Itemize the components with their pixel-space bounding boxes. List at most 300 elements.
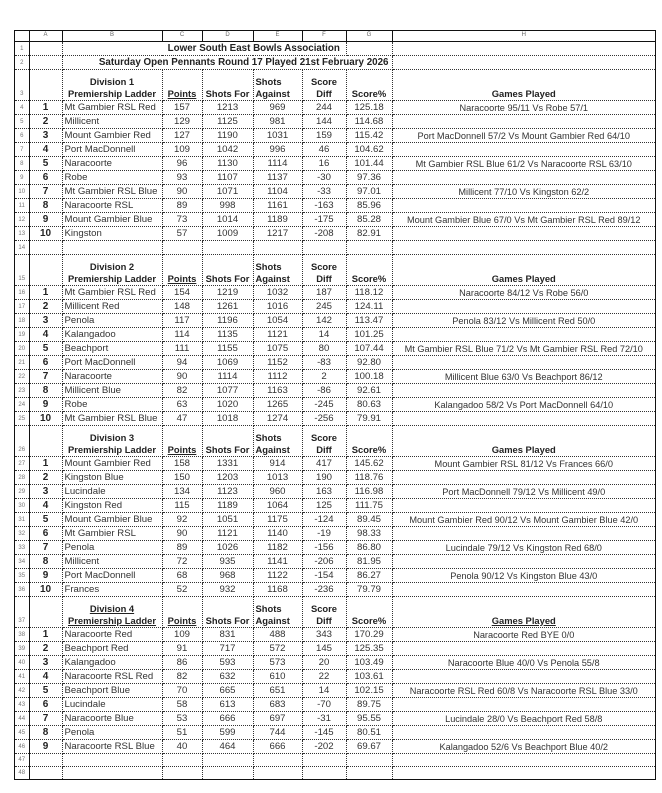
column-header-d[interactable]: D: [202, 31, 253, 41]
row-header[interactable]: 29: [15, 484, 29, 498]
column-header-h[interactable]: H: [392, 31, 655, 41]
team-name-cell[interactable]: Frances: [62, 582, 162, 596]
score-pct-header[interactable]: Score%: [346, 69, 392, 100]
shots-for-cell[interactable]: 613: [202, 697, 253, 711]
score-diff-cell[interactable]: 142: [302, 313, 346, 327]
shots-against-cell[interactable]: 1163: [253, 383, 302, 397]
points-cell[interactable]: 115: [162, 498, 202, 512]
row-header[interactable]: 28: [15, 470, 29, 484]
shots-for-cell[interactable]: 464: [202, 739, 253, 753]
points-cell[interactable]: 150: [162, 470, 202, 484]
points-cell[interactable]: 63: [162, 397, 202, 411]
row-header[interactable]: 27: [15, 456, 29, 470]
row-header[interactable]: 3: [15, 69, 29, 100]
shots-against-cell[interactable]: 1152: [253, 355, 302, 369]
team-name-cell[interactable]: Robe: [62, 397, 162, 411]
shots-for-cell[interactable]: 1107: [202, 170, 253, 184]
cell[interactable]: [202, 240, 253, 254]
score-diff-header[interactable]: [302, 254, 346, 285]
team-name-cell[interactable]: Mt Gambier RSL: [62, 526, 162, 540]
row-header[interactable]: 13: [15, 226, 29, 240]
score-pct-cell[interactable]: 97.36: [346, 170, 392, 184]
cell[interactable]: [253, 240, 302, 254]
column-header-c[interactable]: C: [162, 31, 202, 41]
shots-for-cell[interactable]: 593: [202, 655, 253, 669]
score-pct-cell[interactable]: 103.61: [346, 669, 392, 683]
row-header[interactable]: 10: [15, 184, 29, 198]
score-pct-cell[interactable]: 170.29: [346, 627, 392, 641]
score-diff-cell[interactable]: 14: [302, 683, 346, 697]
shots-against-cell[interactable]: 1121: [253, 327, 302, 341]
row-header[interactable]: 26: [15, 425, 29, 456]
team-name-cell[interactable]: Naracoorte RSL Blue: [62, 739, 162, 753]
rank-cell[interactable]: 9: [29, 212, 62, 226]
round-subtitle[interactable]: Saturday Open Pennants Round 17 Played 21st February 2026: [62, 55, 392, 69]
team-name-cell[interactable]: Kingston Blue: [62, 470, 162, 484]
shots-against-cell[interactable]: 1075: [253, 341, 302, 355]
score-pct-cell[interactable]: 118.76: [346, 470, 392, 484]
points-cell[interactable]: 47: [162, 411, 202, 425]
row-header[interactable]: 9: [15, 170, 29, 184]
shots-against-header[interactable]: [253, 596, 302, 627]
division-title-cell[interactable]: [62, 596, 162, 627]
game-result-cell[interactable]: [392, 355, 655, 369]
score-pct-cell[interactable]: 89.45: [346, 512, 392, 526]
row-header[interactable]: 34: [15, 554, 29, 568]
cell[interactable]: [392, 55, 655, 69]
score-pct-cell[interactable]: 125.18: [346, 100, 392, 114]
rank-cell[interactable]: 5: [29, 156, 62, 170]
shots-for-cell[interactable]: 1331: [202, 456, 253, 470]
shots-for-header[interactable]: Shots For: [202, 69, 253, 100]
rank-cell[interactable]: 2: [29, 470, 62, 484]
cell[interactable]: [29, 753, 62, 766]
game-result-cell[interactable]: [392, 582, 655, 596]
shots-against-cell[interactable]: 666: [253, 739, 302, 753]
shots-against-cell[interactable]: 1175: [253, 512, 302, 526]
shots-against-cell[interactable]: 1112: [253, 369, 302, 383]
shots-for-cell[interactable]: 1196: [202, 313, 253, 327]
score-diff-cell[interactable]: 80: [302, 341, 346, 355]
row-header[interactable]: 24: [15, 397, 29, 411]
shots-against-header[interactable]: [253, 425, 302, 456]
score-pct-cell[interactable]: 81.95: [346, 554, 392, 568]
score-pct-cell[interactable]: 145.62: [346, 456, 392, 470]
score-diff-cell[interactable]: -156: [302, 540, 346, 554]
shots-against-cell[interactable]: 1140: [253, 526, 302, 540]
shots-against-cell[interactable]: 1217: [253, 226, 302, 240]
shots-for-cell[interactable]: 1026: [202, 540, 253, 554]
column-header-b[interactable]: B: [62, 31, 162, 41]
score-diff-cell[interactable]: -202: [302, 739, 346, 753]
points-cell[interactable]: 90: [162, 526, 202, 540]
team-name-cell[interactable]: Beachport Red: [62, 641, 162, 655]
game-result-cell[interactable]: [392, 198, 655, 212]
game-result-cell[interactable]: Port MacDonnell 79/12 Vs Millicent 49/0: [392, 484, 655, 498]
score-pct-header[interactable]: Score%: [346, 596, 392, 627]
game-result-cell[interactable]: Naracoorte Blue 40/0 Vs Penola 55/8: [392, 655, 655, 669]
cell[interactable]: [346, 41, 392, 55]
game-result-cell[interactable]: Mount Gambier Blue 67/0 Vs Mt Gambier RSL Red 89/12: [392, 212, 655, 226]
game-result-cell[interactable]: Millicent 77/10 Vs Kingston 62/2: [392, 184, 655, 198]
shots-for-cell[interactable]: 1071: [202, 184, 253, 198]
points-cell[interactable]: 94: [162, 355, 202, 369]
shots-for-cell[interactable]: 1125: [202, 114, 253, 128]
score-diff-cell[interactable]: -175: [302, 212, 346, 226]
rank-cell[interactable]: 2: [29, 114, 62, 128]
score-diff-header[interactable]: [302, 69, 346, 100]
points-cell[interactable]: 89: [162, 198, 202, 212]
score-diff-cell[interactable]: -124: [302, 512, 346, 526]
row-header[interactable]: 5: [15, 114, 29, 128]
shots-against-cell[interactable]: 651: [253, 683, 302, 697]
row-header[interactable]: 30: [15, 498, 29, 512]
row-header[interactable]: 43: [15, 697, 29, 711]
shots-against-cell[interactable]: 1013: [253, 470, 302, 484]
shots-against-cell[interactable]: 1104: [253, 184, 302, 198]
shots-for-cell[interactable]: 968: [202, 568, 253, 582]
points-cell[interactable]: 72: [162, 554, 202, 568]
games-played-header[interactable]: Games Played: [392, 69, 655, 100]
rank-cell[interactable]: 7: [29, 184, 62, 198]
row-header[interactable]: 32: [15, 526, 29, 540]
team-name-cell[interactable]: Naracoorte: [62, 369, 162, 383]
cell[interactable]: [346, 766, 392, 779]
row-header[interactable]: 16: [15, 285, 29, 299]
points-cell[interactable]: 92: [162, 512, 202, 526]
cell[interactable]: [162, 766, 202, 779]
score-diff-cell[interactable]: 187: [302, 285, 346, 299]
score-pct-cell[interactable]: 114.68: [346, 114, 392, 128]
points-cell[interactable]: 58: [162, 697, 202, 711]
team-name-cell[interactable]: Beachport Blue: [62, 683, 162, 697]
shots-for-cell[interactable]: 1219: [202, 285, 253, 299]
row-header[interactable]: 48: [15, 766, 29, 779]
team-name-cell[interactable]: Lucindale: [62, 697, 162, 711]
row-header[interactable]: 1: [15, 41, 29, 55]
cell[interactable]: [62, 766, 162, 779]
score-diff-cell[interactable]: 343: [302, 627, 346, 641]
shots-for-cell[interactable]: 1018: [202, 411, 253, 425]
game-result-cell[interactable]: Port MacDonnell 57/2 Vs Mount Gambier Red 64/10: [392, 128, 655, 142]
team-name-cell[interactable]: Mount Gambier Red: [62, 456, 162, 470]
shots-for-header[interactable]: Shots For: [202, 254, 253, 285]
team-name-cell[interactable]: Penola: [62, 725, 162, 739]
games-played-header[interactable]: Games Played: [392, 596, 655, 627]
rank-cell[interactable]: 2: [29, 641, 62, 655]
game-result-cell[interactable]: [392, 142, 655, 156]
shots-against-cell[interactable]: 1016: [253, 299, 302, 313]
team-name-cell[interactable]: Millicent Red: [62, 299, 162, 313]
shots-against-cell[interactable]: 1182: [253, 540, 302, 554]
score-diff-cell[interactable]: -19: [302, 526, 346, 540]
team-name-cell[interactable]: Millicent: [62, 554, 162, 568]
points-cell[interactable]: 40: [162, 739, 202, 753]
score-diff-cell[interactable]: 145: [302, 641, 346, 655]
rank-cell[interactable]: 3: [29, 128, 62, 142]
score-diff-cell[interactable]: -163: [302, 198, 346, 212]
game-result-cell[interactable]: [392, 170, 655, 184]
shots-for-cell[interactable]: 1014: [202, 212, 253, 226]
score-pct-header[interactable]: Score%: [346, 425, 392, 456]
shots-against-cell[interactable]: 1032: [253, 285, 302, 299]
shots-against-cell[interactable]: 960: [253, 484, 302, 498]
rank-cell[interactable]: 4: [29, 498, 62, 512]
cell[interactable]: [29, 55, 62, 69]
score-diff-cell[interactable]: -30: [302, 170, 346, 184]
shots-for-header[interactable]: Shots For: [202, 425, 253, 456]
shots-against-cell[interactable]: 914: [253, 456, 302, 470]
game-result-cell[interactable]: [392, 526, 655, 540]
cell[interactable]: [29, 596, 62, 627]
score-diff-cell[interactable]: -33: [302, 184, 346, 198]
game-result-cell[interactable]: [392, 383, 655, 397]
cell[interactable]: [29, 254, 62, 285]
game-result-cell[interactable]: Naracoorte Red BYE 0/0: [392, 627, 655, 641]
row-header[interactable]: 42: [15, 683, 29, 697]
game-result-cell[interactable]: Mount Gambier RSL 81/12 Vs Frances 66/0: [392, 456, 655, 470]
column-header-e[interactable]: E: [253, 31, 302, 41]
points-cell[interactable]: 52: [162, 582, 202, 596]
score-pct-cell[interactable]: 80.51: [346, 725, 392, 739]
score-pct-cell[interactable]: 89.75: [346, 697, 392, 711]
shots-against-cell[interactable]: 1141: [253, 554, 302, 568]
score-pct-cell[interactable]: 86.80: [346, 540, 392, 554]
row-header[interactable]: 45: [15, 725, 29, 739]
rank-cell[interactable]: 3: [29, 655, 62, 669]
points-cell[interactable]: 90: [162, 369, 202, 383]
shots-for-cell[interactable]: 1130: [202, 156, 253, 170]
row-header[interactable]: 19: [15, 327, 29, 341]
score-diff-cell[interactable]: -31: [302, 711, 346, 725]
shots-against-cell[interactable]: 744: [253, 725, 302, 739]
team-name-cell[interactable]: Penola: [62, 313, 162, 327]
shots-for-cell[interactable]: 932: [202, 582, 253, 596]
column-header-g[interactable]: G: [346, 31, 392, 41]
score-diff-cell[interactable]: -256: [302, 411, 346, 425]
rank-cell[interactable]: 7: [29, 711, 62, 725]
shots-against-cell[interactable]: 1054: [253, 313, 302, 327]
score-pct-cell[interactable]: 102.15: [346, 683, 392, 697]
shots-for-cell[interactable]: 599: [202, 725, 253, 739]
score-pct-cell[interactable]: 124.11: [346, 299, 392, 313]
team-name-cell[interactable]: Naracoorte RSL: [62, 198, 162, 212]
team-name-cell[interactable]: Penola: [62, 540, 162, 554]
shots-for-cell[interactable]: 1155: [202, 341, 253, 355]
shots-against-cell[interactable]: 996: [253, 142, 302, 156]
row-header[interactable]: 20: [15, 341, 29, 355]
game-result-cell[interactable]: [392, 114, 655, 128]
game-result-cell[interactable]: Naracoorte 84/12 Vs Robe 56/0: [392, 285, 655, 299]
team-name-cell[interactable]: Mt Gambier RSL Blue: [62, 411, 162, 425]
team-name-cell[interactable]: Port MacDonnell: [62, 142, 162, 156]
shots-against-cell[interactable]: 1031: [253, 128, 302, 142]
rank-cell[interactable]: 8: [29, 383, 62, 397]
cell[interactable]: [346, 753, 392, 766]
shots-for-cell[interactable]: 1042: [202, 142, 253, 156]
rank-cell[interactable]: 1: [29, 456, 62, 470]
cell[interactable]: [302, 240, 346, 254]
score-diff-cell[interactable]: 144: [302, 114, 346, 128]
row-header[interactable]: 15: [15, 254, 29, 285]
score-diff-cell[interactable]: -206: [302, 554, 346, 568]
cell[interactable]: [29, 240, 62, 254]
score-diff-cell[interactable]: -154: [302, 568, 346, 582]
score-diff-header[interactable]: [302, 596, 346, 627]
score-pct-cell[interactable]: 79.79: [346, 582, 392, 596]
shots-for-cell[interactable]: 935: [202, 554, 253, 568]
game-result-cell[interactable]: [392, 697, 655, 711]
row-header[interactable]: 11: [15, 198, 29, 212]
game-result-cell[interactable]: Kalangadoo 52/6 Vs Beachport Blue 40/2: [392, 739, 655, 753]
score-pct-cell[interactable]: 97.01: [346, 184, 392, 198]
rank-cell[interactable]: 4: [29, 669, 62, 683]
division-title-cell[interactable]: [62, 69, 162, 100]
cell[interactable]: [29, 41, 62, 55]
score-pct-cell[interactable]: 118.12: [346, 285, 392, 299]
row-header[interactable]: 8: [15, 156, 29, 170]
team-name-cell[interactable]: Robe: [62, 170, 162, 184]
team-name-cell[interactable]: Port MacDonnell: [62, 568, 162, 582]
shots-for-cell[interactable]: 1114: [202, 369, 253, 383]
points-cell[interactable]: 148: [162, 299, 202, 313]
row-header[interactable]: 47: [15, 753, 29, 766]
score-diff-cell[interactable]: -70: [302, 697, 346, 711]
rank-cell[interactable]: 7: [29, 540, 62, 554]
points-cell[interactable]: 96: [162, 156, 202, 170]
points-cell[interactable]: 51: [162, 725, 202, 739]
rank-cell[interactable]: 1: [29, 627, 62, 641]
row-header[interactable]: 14: [15, 240, 29, 254]
points-cell[interactable]: 93: [162, 170, 202, 184]
row-header[interactable]: 2: [15, 55, 29, 69]
score-pct-cell[interactable]: 103.49: [346, 655, 392, 669]
shots-against-cell[interactable]: 1137: [253, 170, 302, 184]
rank-cell[interactable]: 10: [29, 411, 62, 425]
score-pct-cell[interactable]: 111.75: [346, 498, 392, 512]
shots-against-cell[interactable]: 1265: [253, 397, 302, 411]
points-header[interactable]: Points: [162, 596, 202, 627]
game-result-cell[interactable]: [392, 470, 655, 484]
shots-against-cell[interactable]: 1189: [253, 212, 302, 226]
team-name-cell[interactable]: Mount Gambier Red: [62, 128, 162, 142]
cell[interactable]: [202, 766, 253, 779]
points-cell[interactable]: 129: [162, 114, 202, 128]
team-name-cell[interactable]: Kingston: [62, 226, 162, 240]
rank-cell[interactable]: 9: [29, 397, 62, 411]
rank-cell[interactable]: 4: [29, 327, 62, 341]
points-cell[interactable]: 134: [162, 484, 202, 498]
shots-against-header[interactable]: [253, 69, 302, 100]
score-pct-cell[interactable]: 86.27: [346, 568, 392, 582]
row-header[interactable]: 6: [15, 128, 29, 142]
shots-against-cell[interactable]: 1122: [253, 568, 302, 582]
score-diff-cell[interactable]: -208: [302, 226, 346, 240]
points-cell[interactable]: 90: [162, 184, 202, 198]
rank-cell[interactable]: 5: [29, 341, 62, 355]
shots-against-cell[interactable]: 697: [253, 711, 302, 725]
cell[interactable]: [29, 766, 62, 779]
game-result-cell[interactable]: [392, 226, 655, 240]
points-header[interactable]: Points: [162, 425, 202, 456]
row-header[interactable]: 21: [15, 355, 29, 369]
score-diff-cell[interactable]: 22: [302, 669, 346, 683]
team-name-cell[interactable]: Naracoorte RSL Red: [62, 669, 162, 683]
row-header[interactable]: 39: [15, 641, 29, 655]
points-cell[interactable]: 73: [162, 212, 202, 226]
rank-cell[interactable]: 5: [29, 512, 62, 526]
points-cell[interactable]: 154: [162, 285, 202, 299]
game-result-cell[interactable]: Lucindale 79/12 Vs Kingston Red 68/0: [392, 540, 655, 554]
game-result-cell[interactable]: [392, 327, 655, 341]
team-name-cell[interactable]: Kalangadoo: [62, 655, 162, 669]
points-cell[interactable]: 117: [162, 313, 202, 327]
score-pct-cell[interactable]: 116.98: [346, 484, 392, 498]
score-diff-cell[interactable]: 245: [302, 299, 346, 313]
cell[interactable]: [392, 240, 655, 254]
team-name-cell[interactable]: Naracoorte Blue: [62, 711, 162, 725]
association-title[interactable]: Lower South East Bowls Association: [162, 41, 346, 55]
row-header[interactable]: 12: [15, 212, 29, 226]
score-pct-cell[interactable]: 69.67: [346, 739, 392, 753]
game-result-cell[interactable]: [392, 411, 655, 425]
shots-against-cell[interactable]: 1161: [253, 198, 302, 212]
shots-for-cell[interactable]: 1121: [202, 526, 253, 540]
team-name-cell[interactable]: Lucindale: [62, 484, 162, 498]
points-header[interactable]: Points: [162, 254, 202, 285]
team-name-cell[interactable]: Port MacDonnell: [62, 355, 162, 369]
score-pct-cell[interactable]: 98.33: [346, 526, 392, 540]
cell[interactable]: [253, 766, 302, 779]
shots-for-cell[interactable]: 1213: [202, 100, 253, 114]
score-pct-cell[interactable]: 113.47: [346, 313, 392, 327]
game-result-cell[interactable]: Penola 90/12 Vs Kingston Blue 43/0: [392, 568, 655, 582]
cell[interactable]: [202, 753, 253, 766]
score-diff-cell[interactable]: 190: [302, 470, 346, 484]
row-header[interactable]: 25: [15, 411, 29, 425]
points-cell[interactable]: 157: [162, 100, 202, 114]
cell[interactable]: [62, 240, 162, 254]
shots-against-cell[interactable]: 1064: [253, 498, 302, 512]
cell[interactable]: [29, 425, 62, 456]
points-cell[interactable]: 70: [162, 683, 202, 697]
score-diff-cell[interactable]: 159: [302, 128, 346, 142]
rank-cell[interactable]: 6: [29, 526, 62, 540]
score-diff-cell[interactable]: 125: [302, 498, 346, 512]
game-result-cell[interactable]: Kalangadoo 58/2 Vs Port MacDonnell 64/10: [392, 397, 655, 411]
game-result-cell[interactable]: [392, 641, 655, 655]
game-result-cell[interactable]: [392, 299, 655, 313]
score-pct-cell[interactable]: 85.96: [346, 198, 392, 212]
points-cell[interactable]: 82: [162, 383, 202, 397]
shots-against-cell[interactable]: 1274: [253, 411, 302, 425]
points-cell[interactable]: 111: [162, 341, 202, 355]
points-cell[interactable]: 127: [162, 128, 202, 142]
row-header[interactable]: 22: [15, 369, 29, 383]
score-diff-cell[interactable]: 46: [302, 142, 346, 156]
shots-against-cell[interactable]: 488: [253, 627, 302, 641]
row-header[interactable]: 37: [15, 596, 29, 627]
cell[interactable]: [302, 766, 346, 779]
game-result-cell[interactable]: [392, 669, 655, 683]
rank-cell[interactable]: 10: [29, 226, 62, 240]
shots-for-cell[interactable]: 1051: [202, 512, 253, 526]
cell[interactable]: [392, 753, 655, 766]
points-cell[interactable]: 89: [162, 540, 202, 554]
score-pct-cell[interactable]: 104.62: [346, 142, 392, 156]
shots-for-cell[interactable]: 1203: [202, 470, 253, 484]
team-name-cell[interactable]: Kingston Red: [62, 498, 162, 512]
